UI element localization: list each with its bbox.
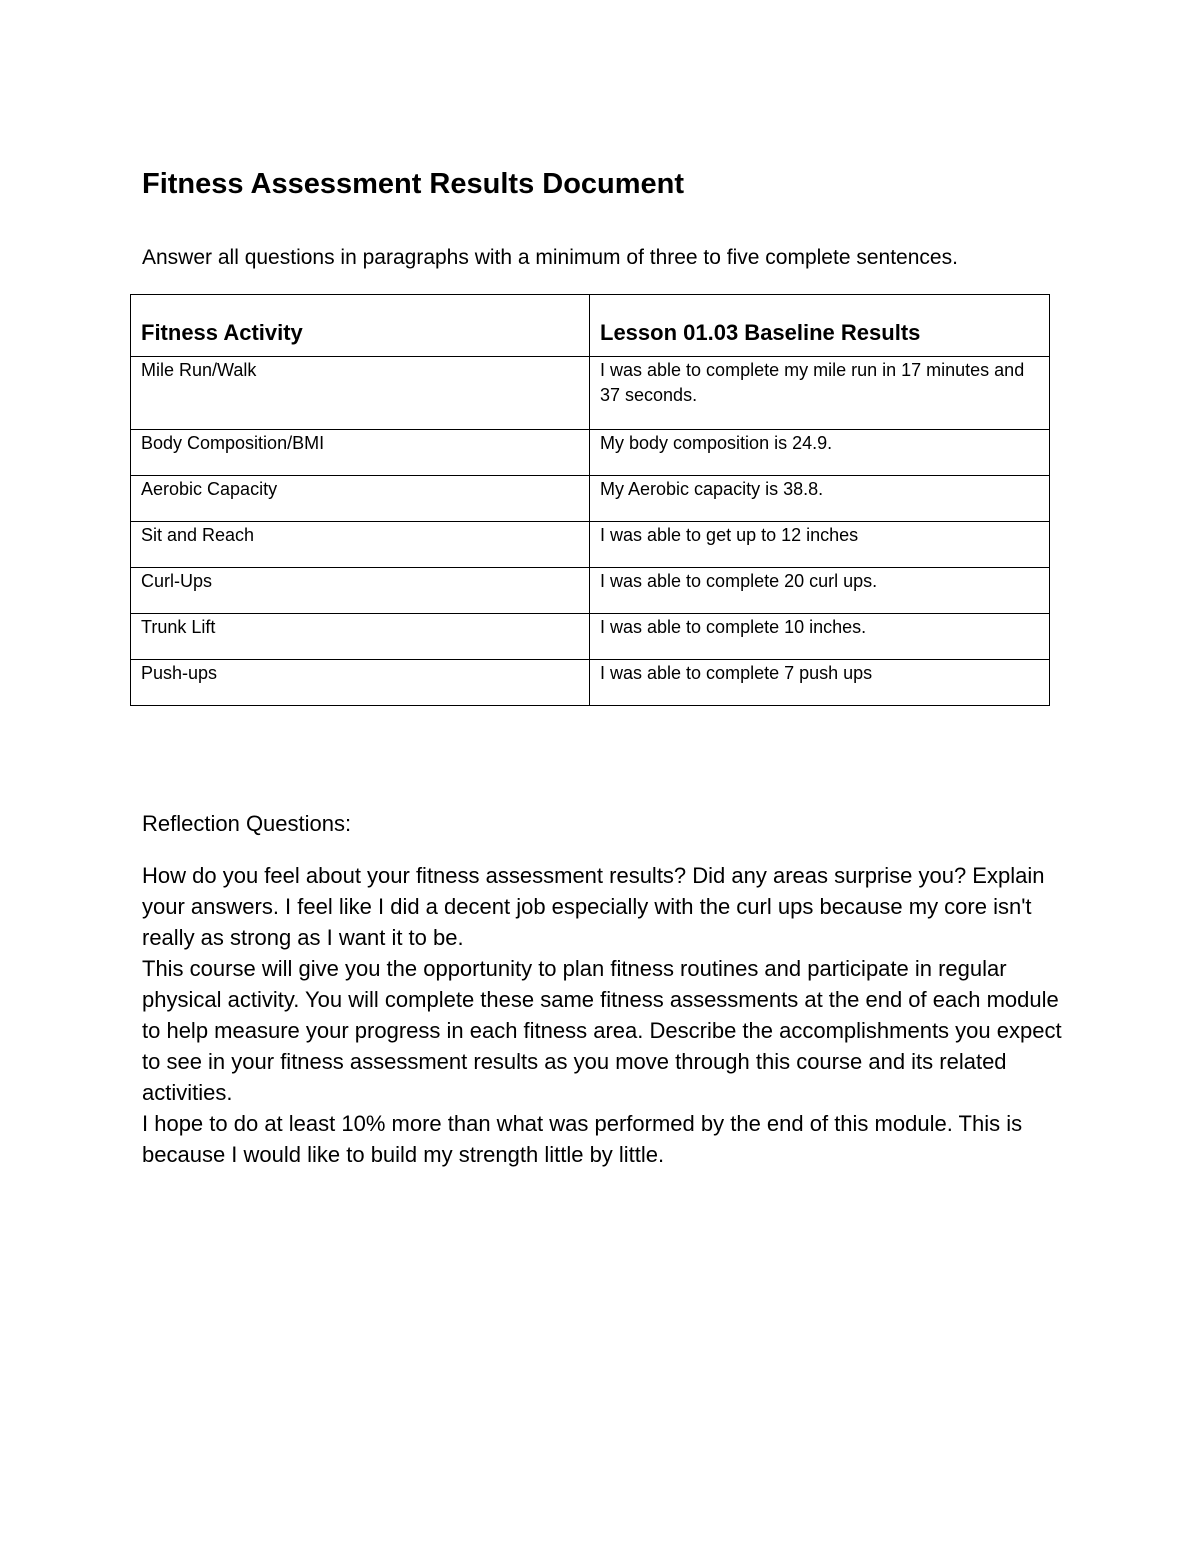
instructions-text: Answer all questions in paragraphs with a minimum of three to five complete sentences. <box>142 246 958 269</box>
page-title: Fitness Assessment Results Document <box>142 168 685 200</box>
activity-cell: Curl-Ups <box>131 568 590 614</box>
result-cell: I was able to get up to 12 inches <box>590 522 1050 568</box>
result-cell: I was able to complete 10 inches. <box>590 614 1050 660</box>
table-row <box>131 522 1050 568</box>
table-row <box>131 430 1050 476</box>
header-baseline-results: Lesson 01.03 Baseline Results <box>590 295 1050 357</box>
activity-cell: Body Composition/BMI <box>131 430 590 476</box>
result-cell: I was able to complete my mile run in 17 minutes and 37 seconds. <box>590 357 1050 430</box>
reflection-heading: Reflection Questions: <box>142 811 352 836</box>
reflection-paragraph: How do you feel about your fitness assessment results? Did any areas surprise you? Explain your answers. I feel like I did a decent job especially with the curl ups because my core isn't really as strong as I want it to be. <box>142 863 1045 950</box>
table-row <box>131 614 1050 660</box>
result-cell: I was able to complete 20 curl ups. <box>590 568 1050 614</box>
fitness-results-table <box>130 294 1050 706</box>
reflection-paragraph: This course will give you the opportunity to plan fitness routines and participate in regular physical activity. You will complete these same fitness assessments at the end of each module to help measure your progress in each fitness area. Describe the accomplishments you expect to see in your fitness assessment results as you move through this course and its related activities. <box>142 956 1062 1105</box>
reflection-paragraph: I hope to do at least 10% more than what was performed by the end of this module. This is because I would like to build my strength little by little. <box>142 1111 1023 1167</box>
activity-cell: Trunk Lift <box>131 614 590 660</box>
result-cell: My Aerobic capacity is 38.8. <box>590 476 1050 522</box>
header-fitness-activity: Fitness Activity <box>131 295 590 357</box>
table-row <box>131 660 1050 706</box>
activity-cell: Sit and Reach <box>131 522 590 568</box>
table-row <box>131 568 1050 614</box>
result-cell: My body composition is 24.9. <box>590 430 1050 476</box>
table-header-row <box>131 295 1050 357</box>
activity-cell: Push-ups <box>131 660 590 706</box>
table-row <box>131 357 1050 430</box>
result-cell: I was able to complete 7 push ups <box>590 660 1050 706</box>
activity-cell: Aerobic Capacity <box>131 476 590 522</box>
activity-cell: Mile Run/Walk <box>131 357 590 430</box>
table-row <box>131 476 1050 522</box>
reflection-body <box>142 860 1062 1170</box>
